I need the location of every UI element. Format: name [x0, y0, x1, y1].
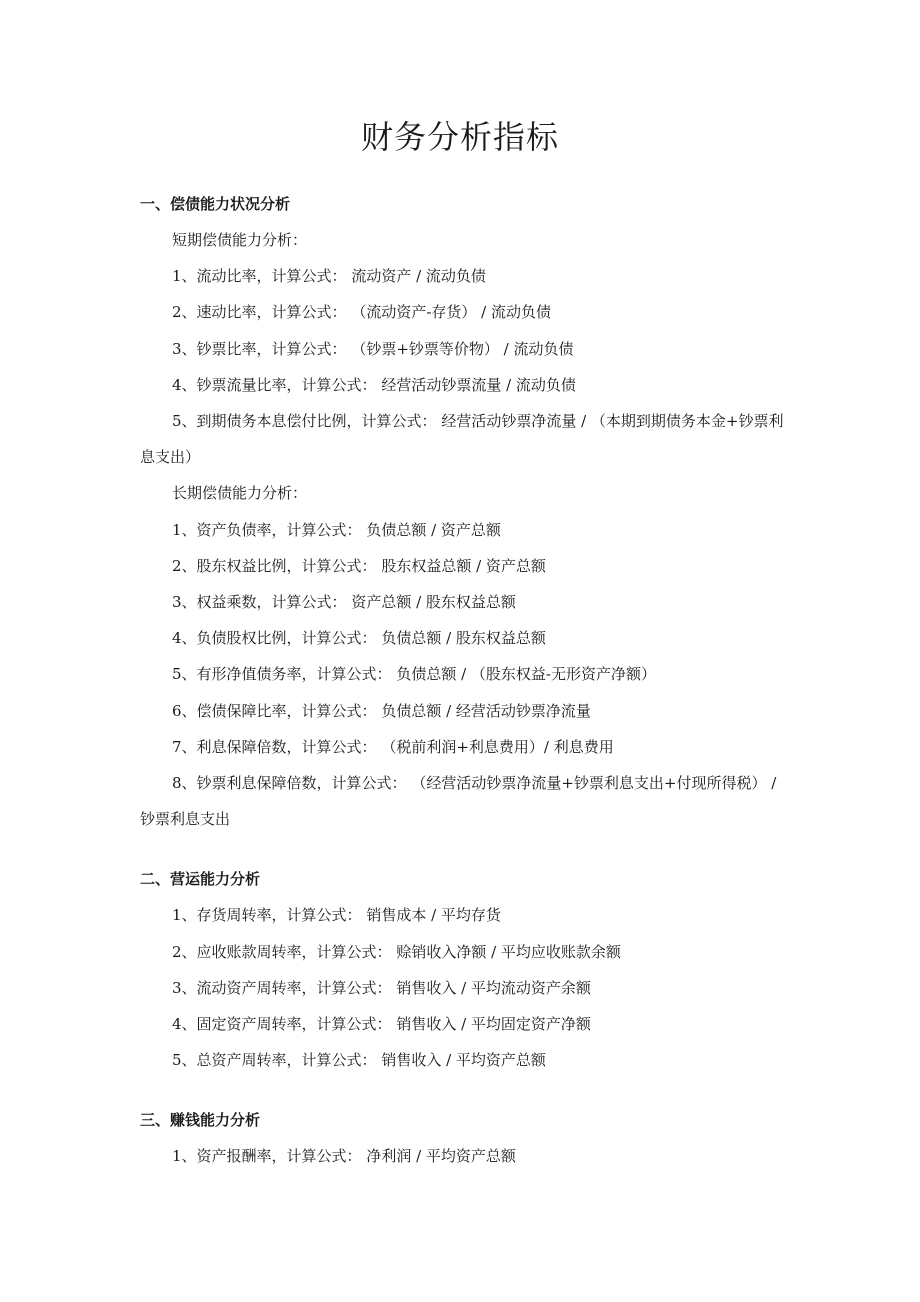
- subsection-heading-long-term: 长期偿债能力分析：: [172, 484, 308, 503]
- formula-item: 3、权益乘数，计算公式： 资产总额 / 股东权益总额: [172, 593, 516, 612]
- formula-item: 4、固定资产周转率，计算公式： 销售收入 / 平均固定资产净额: [172, 1015, 591, 1034]
- formula-item: 3、钞票比率，计算公式： （钞票+钞票等价物） / 流动负债: [172, 339, 574, 358]
- formula-item: 5、到期债务本息偿付比例，计算公式： 经营活动钞票净流量 / （本期到期债务本金+钞票利息支出）: [140, 412, 784, 467]
- formula-item: 8、钞票利息保障倍数，计算公式： （经营活动钞票净流量+钞票利息支出+付现所得税） / 钞票利息支出: [140, 774, 777, 829]
- formula-item: 2、速动比率，计算公式： （流动资产-存货） / 流动负债: [172, 303, 551, 322]
- section-heading-operating: 二、营运能力分析: [140, 870, 261, 889]
- formula-item: 2、应收账款周转率，计算公式： 赊销收入净额 / 平均应收账款余额: [172, 942, 621, 961]
- subsection-heading-short-term: 短期偿债能力分析：: [172, 231, 308, 249]
- formula-item: 2、股东权益比例，计算公式： 股东权益总额 / 资产总额: [172, 556, 546, 575]
- formula-item: 5、总资产周转率，计算公式： 销售收入 / 平均资产总额: [172, 1051, 546, 1070]
- formula-item: 6、偿债保障比率，计算公式： 负债总额 / 经营活动钞票净流量: [172, 701, 591, 720]
- section-heading-solvency: 一、偿债能力状况分析: [140, 195, 291, 213]
- formula-item: 5、有形净值债务率，计算公式： 负债总额 / （股东权益-无形资产净额）: [172, 665, 656, 684]
- formula-item: 1、资产负债率，计算公式： 负债总额 / 资产总额: [172, 520, 501, 539]
- formula-item: 1、资产报酬率，计算公式： 净利润 / 平均资产总额: [172, 1147, 516, 1166]
- formula-item: 1、存货周转率，计算公式： 销售成本 / 平均存货: [172, 906, 501, 925]
- document-body: [140, 186, 790, 1175]
- section-heading-profitability: 三、赚钱能力分析: [140, 1111, 261, 1130]
- section-spacer: [140, 1078, 790, 1102]
- formula-item: 1、流动比率，计算公式： 流动资产 / 流动负债: [172, 267, 486, 286]
- formula-item: 7、利息保障倍数，计算公式： （税前利润+利息费用）/ 利息费用: [172, 737, 614, 756]
- section-spacer: [140, 837, 790, 861]
- formula-item: 3、流动资产周转率，计算公式： 销售收入 / 平均流动资产余额: [172, 978, 591, 997]
- formula-item: 4、负债股权比例，计算公式： 负债总额 / 股东权益总额: [172, 629, 546, 648]
- formula-item: 4、钞票流量比率，计算公式： 经营活动钞票流量 / 流动负债: [172, 375, 576, 394]
- document-title: 财务分析指标: [360, 118, 559, 156]
